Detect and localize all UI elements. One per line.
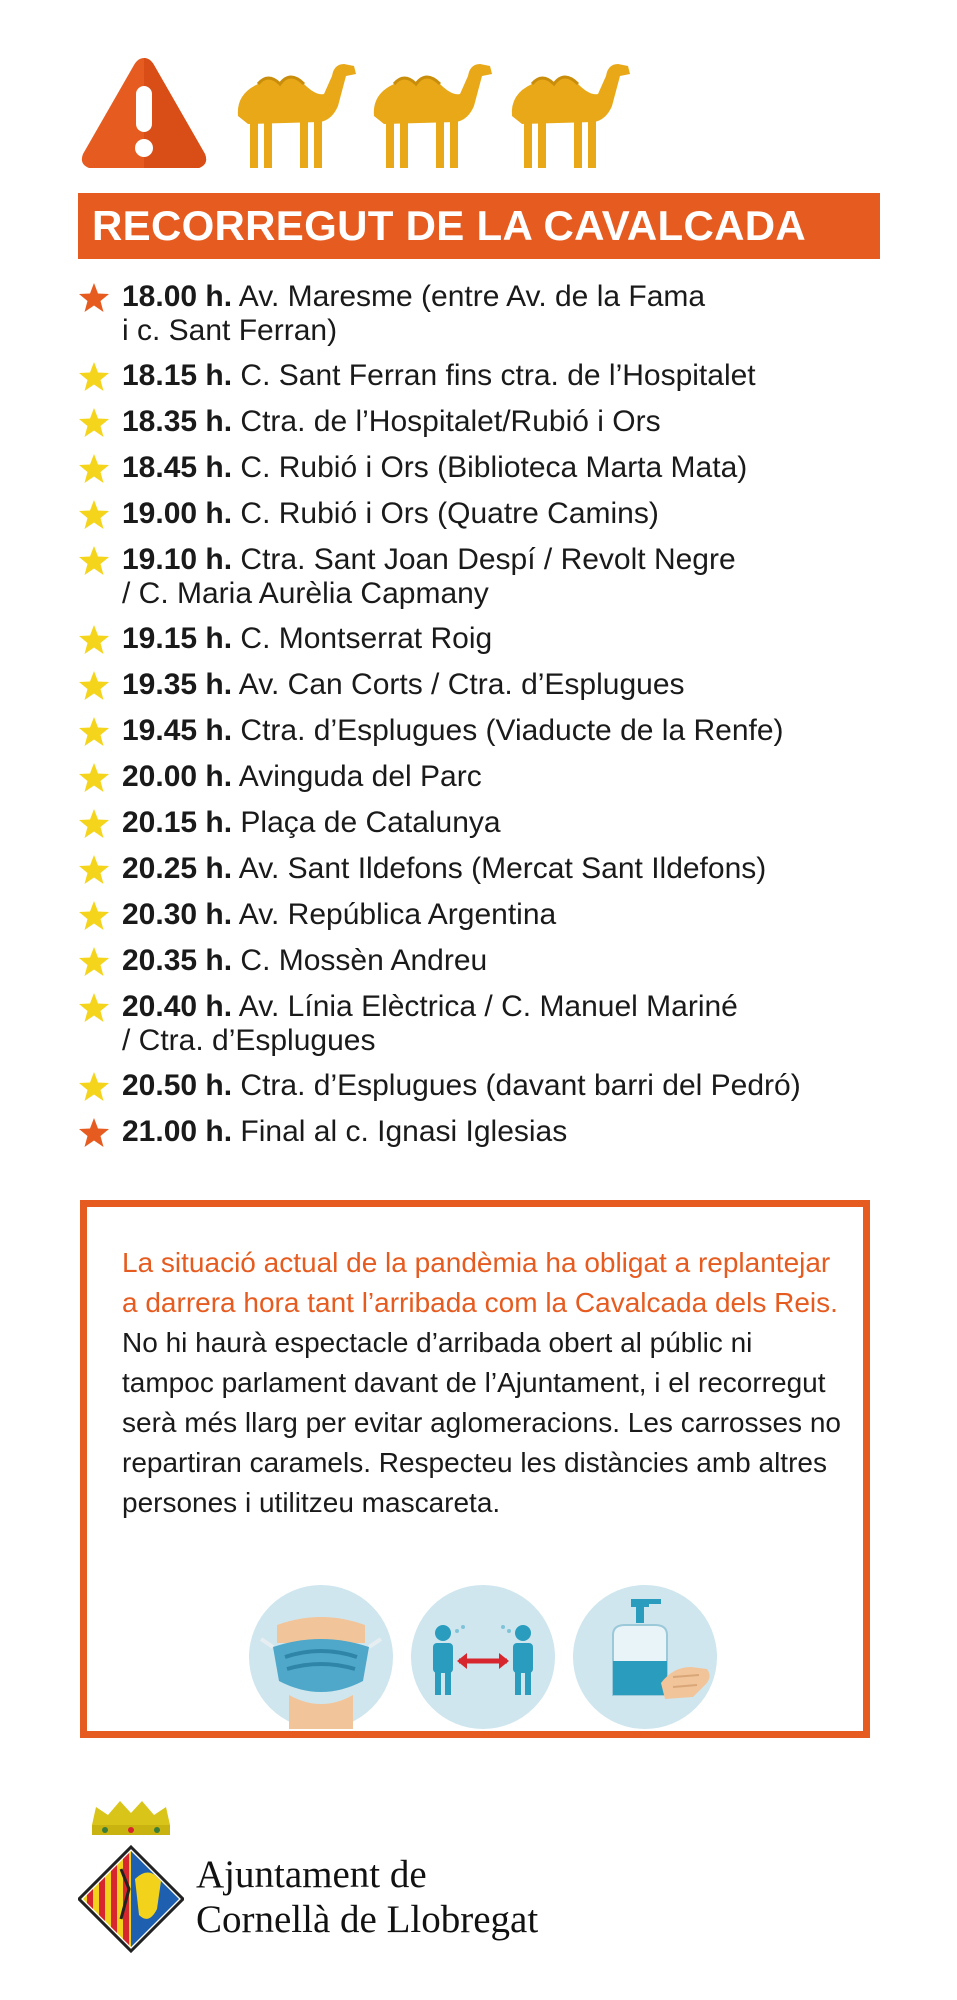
notice-body: No hi haurà espectacle d’arribada obert al públic ni tampoc parlament davant de l’Ajuntament, i el recorregut serà més llarg per evitar aglomeracions. Les carrosses no repartiran caramels. Respecteu les distàncies amb altres persones i utilitzeu mascareta. <box>122 1327 841 1518</box>
star-icon <box>78 716 110 747</box>
star-icon <box>78 946 110 977</box>
notice-text <box>122 1243 842 1523</box>
star-icon <box>78 992 110 1023</box>
route-stop <box>78 280 878 348</box>
stop-time: 20.35 h. <box>122 944 233 977</box>
stop-location: C. Sant Ferran fins ctra. de l’Hospitalet <box>240 359 756 392</box>
star-icon <box>78 453 110 484</box>
route-stop <box>78 1115 878 1149</box>
stop-location-continued: / Ctra. d’Esplugues <box>122 1024 376 1057</box>
camel-icon <box>228 54 368 174</box>
stop-location: Ctra. d’Esplugues (davant barri del Pedró) <box>240 1069 801 1102</box>
coat-of-arms-icon <box>78 1795 184 1953</box>
star-icon <box>78 900 110 931</box>
camel-icon <box>502 54 642 174</box>
stop-location: Av. Maresme (entre Av. de la Fama <box>238 280 706 313</box>
route-stop <box>78 497 878 531</box>
stop-location: C. Rubió i Ors (Quatre Camins) <box>240 497 659 530</box>
stop-time: 18.00 h. <box>122 280 233 313</box>
route-stop <box>78 1069 878 1103</box>
route-stop <box>78 714 878 748</box>
route-stop <box>78 852 878 886</box>
stop-location: Ctra. Sant Joan Despí / Revolt Negre <box>240 543 736 576</box>
org-line-1: Ajuntament de <box>196 1853 427 1896</box>
stop-location: C. Montserrat Roig <box>240 622 493 655</box>
route-stop <box>78 405 878 439</box>
star-icon <box>78 499 110 530</box>
star-icon <box>78 361 110 392</box>
stop-location-continued: i c. Sant Ferran) <box>122 314 338 347</box>
face-mask-icon <box>249 1585 393 1729</box>
route-list <box>78 280 878 1161</box>
stop-time: 20.50 h. <box>122 1069 233 1102</box>
star-icon <box>78 545 110 576</box>
stop-location: Avinguda del Parc <box>238 760 482 793</box>
stop-location: Plaça de Catalunya <box>240 806 501 839</box>
star-icon <box>78 762 110 793</box>
stop-location: Ctra. d’Esplugues (Viaducte de la Renfe) <box>240 714 784 747</box>
warning-icon <box>78 52 210 174</box>
star-icon <box>78 808 110 839</box>
stop-time: 20.00 h. <box>122 760 233 793</box>
stop-location: Av. Sant Ildefons (Mercat Sant Ildefons) <box>238 852 767 885</box>
notice-box <box>80 1200 870 1738</box>
stop-time: 20.30 h. <box>122 898 233 931</box>
stop-location: C. Mossèn Andreu <box>240 944 488 977</box>
page-title: RECORREGUT DE LA CAVALCADA <box>92 202 807 249</box>
header-icons <box>78 52 658 174</box>
camel-icon <box>364 54 504 174</box>
star-icon <box>78 1071 110 1102</box>
stop-time: 19.10 h. <box>122 543 233 576</box>
stop-location-continued: / C. Maria Aurèlia Capmany <box>122 577 489 610</box>
route-stop <box>78 359 878 393</box>
stop-time: 19.35 h. <box>122 668 233 701</box>
stop-time: 19.45 h. <box>122 714 233 747</box>
route-stop <box>78 543 878 611</box>
stop-time: 18.45 h. <box>122 451 233 484</box>
star-icon <box>78 407 110 438</box>
stop-location: Av. Can Corts / Ctra. d’Esplugues <box>238 668 685 701</box>
route-stop <box>78 451 878 485</box>
stop-time: 19.15 h. <box>122 622 233 655</box>
org-line-2: Cornellà de Llobregat <box>196 1898 539 1941</box>
star-icon <box>78 282 110 313</box>
stop-location: Av. República Argentina <box>238 898 557 931</box>
star-icon <box>78 854 110 885</box>
route-stop <box>78 806 878 840</box>
stop-time: 20.25 h. <box>122 852 233 885</box>
stop-time: 20.40 h. <box>122 990 233 1023</box>
stop-time: 18.35 h. <box>122 405 233 438</box>
star-icon <box>78 624 110 655</box>
stop-location: Final al c. Ignasi Iglesias <box>240 1115 568 1148</box>
notice-highlight: La situació actual de la pandèmia ha obligat a replantejar a darrera hora tant l’arribada com la Cavalcada dels Reis. <box>122 1247 838 1318</box>
hand-sanitizer-icon <box>573 1585 717 1729</box>
stop-time: 18.15 h. <box>122 359 233 392</box>
route-stop <box>78 898 878 932</box>
route-stop <box>78 944 878 978</box>
route-stop <box>78 668 878 702</box>
star-icon <box>78 670 110 701</box>
stop-location: Ctra. de l’Hospitalet/Rubió i Ors <box>240 405 661 438</box>
organization-name <box>196 1852 538 1942</box>
route-stop <box>78 622 878 656</box>
stop-time: 20.15 h. <box>122 806 233 839</box>
route-stop <box>78 990 878 1058</box>
star-icon <box>78 1117 110 1148</box>
route-stop <box>78 760 878 794</box>
stop-location: Av. Línia Elèctrica / C. Manuel Mariné <box>238 990 738 1023</box>
social-distance-icon <box>411 1585 555 1729</box>
stop-location: C. Rubió i Ors (Biblioteca Marta Mata) <box>240 451 748 484</box>
stop-time: 21.00 h. <box>122 1115 233 1148</box>
stop-time: 19.00 h. <box>122 497 233 530</box>
title-banner <box>78 193 880 259</box>
